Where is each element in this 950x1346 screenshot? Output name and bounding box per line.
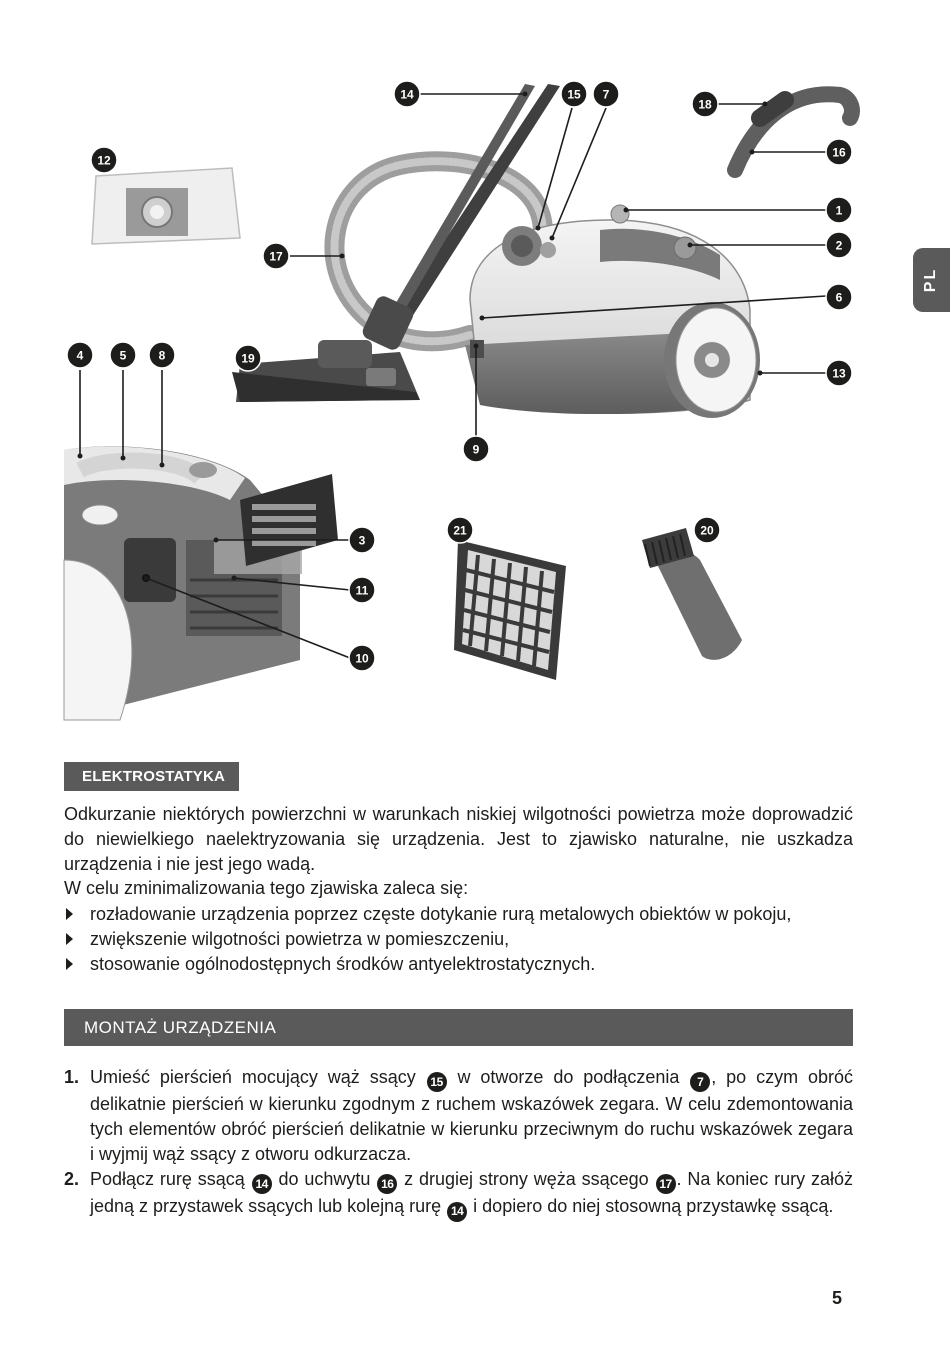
callout-label: 5 bbox=[119, 348, 127, 363]
step-text: w otworze do podłączenia bbox=[447, 1067, 690, 1087]
callout-badge-3 bbox=[349, 527, 375, 553]
callout-badge-16 bbox=[826, 139, 852, 165]
step-number: 2. bbox=[64, 1168, 80, 1189]
part-reference-badge: 7 bbox=[690, 1072, 710, 1092]
section-heading-electrostatics bbox=[64, 762, 239, 791]
callout-label: 12 bbox=[97, 153, 111, 168]
list-item bbox=[64, 952, 853, 977]
list-item-text: rozładowanie urządzenia poprzez częste dotykanie rurą metalowych obiektów w pokoju, bbox=[90, 904, 792, 924]
dust-bag-illustration bbox=[92, 168, 240, 244]
part-reference-badge: 17 bbox=[656, 1174, 676, 1194]
callout-badge-11 bbox=[349, 577, 375, 603]
callout-label: 16 bbox=[832, 145, 846, 160]
part-reference-badge: 14 bbox=[447, 1202, 467, 1222]
callout-label: 15 bbox=[567, 87, 581, 102]
callout-badge-5 bbox=[110, 342, 136, 368]
callout-badge-2 bbox=[826, 232, 852, 258]
callout-label: 14 bbox=[400, 87, 414, 102]
callout-badge-13 bbox=[826, 360, 852, 386]
callout-label: 8 bbox=[158, 348, 166, 363]
list-item-text: stosowanie ogólnodostępnych środków antyelektrostatycznych. bbox=[90, 953, 596, 974]
step-text: i dopiero do niej stosowną przystawkę ssącą. bbox=[468, 1196, 834, 1217]
list-item-text: zwiększenie wilgotności powietrza w pomieszczeniu, bbox=[90, 928, 510, 949]
callout-label: 10 bbox=[355, 651, 369, 666]
electrostatics-paragraph bbox=[64, 802, 853, 901]
callout-label: 7 bbox=[602, 87, 610, 102]
bullet-icon bbox=[66, 908, 73, 920]
callout-label: 4 bbox=[76, 348, 84, 363]
callout-badge-10 bbox=[349, 645, 375, 671]
step-text: . Na koniec rury załóż jedną z przystawek ssących lub kolejną rurę bbox=[90, 1168, 853, 1217]
callout-label: 1 bbox=[835, 203, 843, 218]
section-heading-label: MONTAŻ URZĄDZENIA bbox=[84, 1017, 277, 1037]
vacuum-rear-closeup-illustration bbox=[64, 446, 338, 720]
lead-text: W celu zminimalizowania tego zjawiska zaleca się: bbox=[64, 878, 469, 899]
callout-label: 9 bbox=[472, 442, 480, 457]
callout-badge-7 bbox=[593, 81, 619, 107]
list-item bbox=[64, 927, 853, 952]
callout-badge-14 bbox=[394, 81, 420, 107]
list-item bbox=[64, 902, 853, 927]
callout-label: 2 bbox=[835, 238, 843, 253]
callout-badge-8 bbox=[149, 342, 175, 368]
intro-text: Odkurzanie niektórych powierzchni w warunkach niskiej wilgotności powietrza może doprowadzić do niewielkiego naelektryzowania się urządzenia. Jest to zjawisko naturalne, nie uszkadza urządzenia i nie jest jego wadą. bbox=[64, 804, 853, 874]
vacuum-body-illustration bbox=[465, 205, 760, 418]
step-number: 1. bbox=[64, 1067, 80, 1087]
section-heading-assembly bbox=[64, 1009, 853, 1046]
callout-badge-21 bbox=[447, 517, 473, 543]
callout-label: 11 bbox=[355, 583, 369, 598]
callout-badge-6 bbox=[826, 284, 852, 310]
assembly-step-2 bbox=[64, 1167, 853, 1222]
brush-nozzle-illustration bbox=[642, 528, 742, 660]
language-tab bbox=[913, 248, 950, 312]
hepa-filter-illustration bbox=[454, 540, 566, 680]
assembly-steps bbox=[64, 1065, 853, 1222]
callout-label: 19 bbox=[241, 351, 255, 366]
callout-badge-18 bbox=[692, 91, 718, 117]
assembly-step-1 bbox=[64, 1065, 853, 1167]
language-tab-label: PL bbox=[922, 267, 940, 293]
page-number: 5 bbox=[832, 1288, 843, 1308]
callout-badge-15 bbox=[561, 81, 587, 107]
step-text: Umieść pierścień mocujący wąż ssący bbox=[90, 1067, 426, 1087]
step-text: , po czym obróć delikatnie pierścień w kierunku zgodnym z ruchem wskazówek zegara. W celu zdemontowania tych elementów obróć pierścień delikatnie w kierunku przeciwnym do ruchu wskazówek zegara i wyjmij wąż ssący z otworu odkurzacza. bbox=[90, 1067, 854, 1164]
callout-badge-20 bbox=[694, 517, 720, 543]
callout-label: 20 bbox=[700, 523, 714, 538]
step-text: Podłącz rurę ssącą bbox=[90, 1168, 251, 1189]
callout-label: 3 bbox=[358, 533, 366, 548]
step-text: do uchwytu bbox=[272, 1168, 377, 1189]
part-reference-badge: 16 bbox=[377, 1174, 397, 1194]
callout-badge-17 bbox=[263, 243, 289, 269]
callout-badge-19 bbox=[235, 345, 261, 371]
callout-badge-12 bbox=[91, 147, 117, 173]
callout-label: 17 bbox=[269, 249, 283, 264]
callout-label: 6 bbox=[835, 290, 843, 305]
part-reference-badge: 14 bbox=[252, 1174, 272, 1194]
callout-badge-4 bbox=[67, 342, 93, 368]
bullet-icon bbox=[66, 933, 73, 945]
callout-label: 18 bbox=[698, 97, 712, 112]
callout-label: 13 bbox=[832, 366, 846, 381]
callout-badge-9 bbox=[463, 436, 489, 462]
part-reference-badge: 15 bbox=[427, 1072, 447, 1092]
section-heading-label: ELEKTROSTATYKA bbox=[82, 768, 226, 785]
bullet-icon bbox=[66, 958, 73, 970]
callout-badge-1 bbox=[826, 197, 852, 223]
step-text: z drugiej strony węża ssącego bbox=[398, 1168, 655, 1189]
recommendations-list bbox=[64, 902, 853, 976]
callout-label: 21 bbox=[453, 523, 467, 538]
